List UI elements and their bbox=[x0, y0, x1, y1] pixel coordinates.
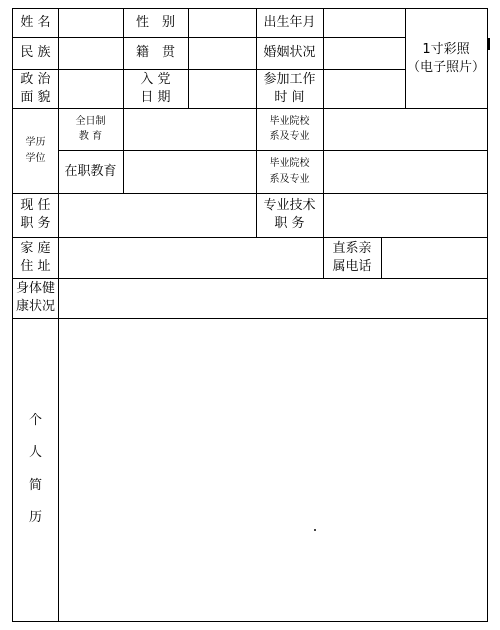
home-address-label: 家 庭 住 址 bbox=[20, 240, 51, 274]
marital-status-label: 婚姻状况 bbox=[263, 45, 316, 61]
gender-input-cell[interactable] bbox=[189, 9, 256, 37]
birth-date-label: 出生年月 bbox=[263, 15, 316, 31]
political-status-label: 政 治 面 貌 bbox=[20, 71, 51, 105]
inservice-school-major-label: 毕业院校 系及专业 bbox=[269, 158, 310, 185]
fulltime-education-input-cell[interactable] bbox=[124, 109, 256, 150]
name-label: 姓 名 bbox=[20, 15, 51, 31]
fulltime-school-major-input-cell[interactable] bbox=[324, 109, 487, 150]
professional-title-label: 专业技术 职 务 bbox=[263, 198, 316, 231]
work-start-input-cell[interactable] bbox=[324, 70, 405, 108]
current-position-label: 现 任 职 务 bbox=[20, 198, 51, 231]
inservice-education-label: 在职教育 bbox=[64, 163, 117, 179]
native-place-input-cell[interactable] bbox=[189, 38, 256, 69]
marital-status-input-cell[interactable] bbox=[324, 38, 405, 69]
inservice-school-major-input-cell[interactable] bbox=[324, 151, 487, 193]
fulltime-education-label: 全日制 教 育 bbox=[75, 115, 106, 142]
party-date-label: 入 党 日 期 bbox=[140, 71, 171, 105]
professional-title-input-cell[interactable] bbox=[324, 194, 487, 237]
health-status-input-cell[interactable] bbox=[59, 279, 487, 318]
photo-placeholder: 1寸彩照 （电子照片） bbox=[406, 41, 485, 75]
resume-label: 个 人 简 历 bbox=[28, 412, 42, 526]
work-start-label: 参加工作 时 间 bbox=[263, 71, 316, 105]
party-date-input-cell[interactable] bbox=[189, 70, 256, 108]
resume-input-area[interactable] bbox=[59, 319, 487, 621]
education-degree-label: 学历 学位 bbox=[25, 137, 46, 164]
registration-form-table bbox=[12, 8, 488, 622]
health-status-label: 身体健 康状况 bbox=[15, 281, 55, 314]
relative-phone-input-cell[interactable] bbox=[382, 238, 487, 278]
relative-phone-label: 直系亲 属电话 bbox=[332, 240, 372, 274]
fulltime-school-major-label: 毕业院校 系及专业 bbox=[269, 115, 310, 142]
home-address-input-cell[interactable] bbox=[59, 238, 323, 278]
name-input-cell[interactable] bbox=[59, 9, 123, 37]
gender-label: 性 别 bbox=[135, 15, 175, 31]
current-position-input-cell[interactable] bbox=[59, 194, 256, 237]
inservice-education-input-cell[interactable] bbox=[124, 151, 256, 193]
native-place-label: 籍 贯 bbox=[135, 45, 175, 61]
ethnicity-input-cell[interactable] bbox=[59, 38, 123, 69]
text-cursor-mark bbox=[488, 38, 490, 50]
ethnicity-label: 民 族 bbox=[20, 45, 51, 61]
birth-date-input-cell[interactable] bbox=[324, 9, 405, 37]
political-status-input-cell[interactable] bbox=[59, 70, 123, 108]
stray-dot bbox=[314, 529, 316, 531]
